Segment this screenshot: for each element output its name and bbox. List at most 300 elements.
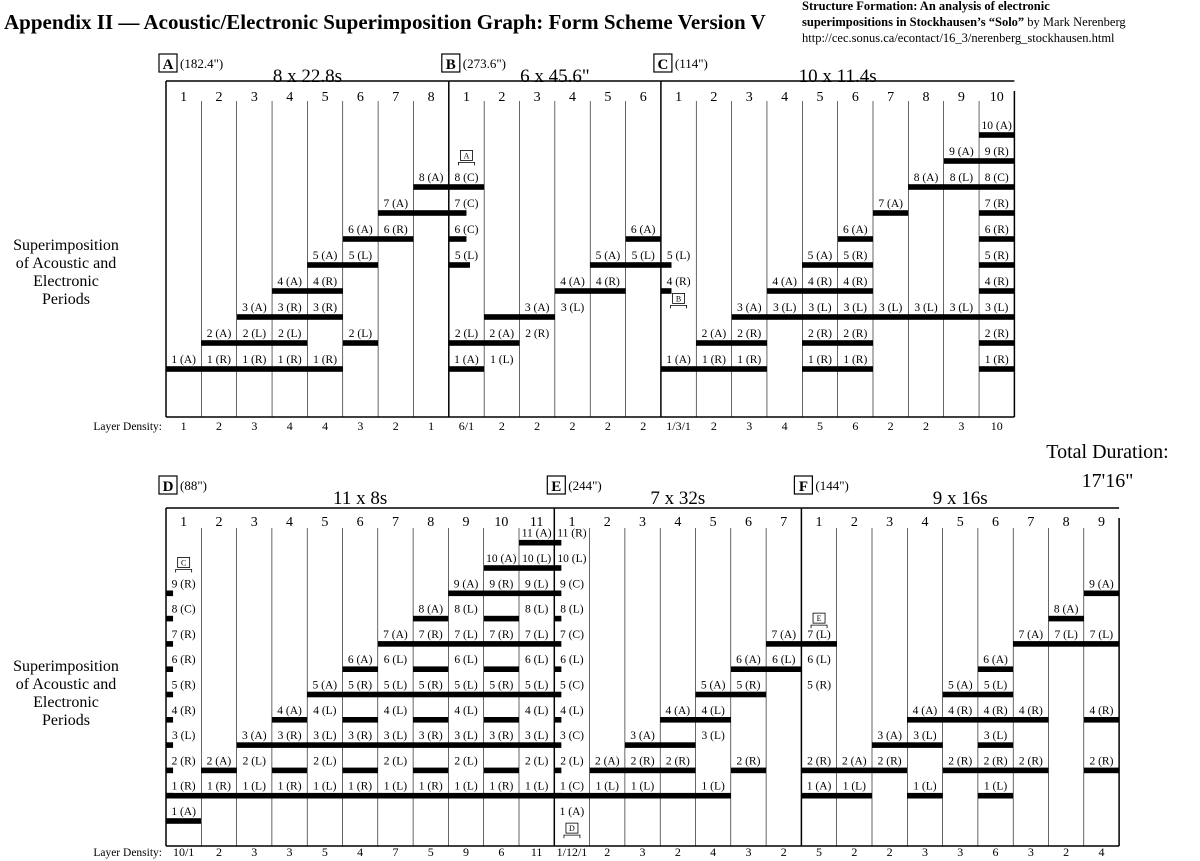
layer-bar (413, 717, 448, 723)
layer-label: 2 (R) (877, 755, 902, 768)
period-number: 1 (180, 90, 188, 105)
period-number: 5 (321, 90, 329, 105)
layer-label: 2 (L) (454, 755, 478, 768)
layer-label: 5 (L) (524, 679, 549, 692)
layer-bar (484, 768, 519, 774)
layer-label: 2 (R) (807, 755, 832, 768)
layer-bar (166, 717, 173, 723)
layer-label: 2 (R) (736, 755, 761, 768)
period-number: 5 (604, 90, 612, 105)
layer-density-value: 1/3/1 (666, 419, 691, 433)
layer-label: 3 (L) (383, 730, 408, 743)
layer-density-value: 5 (816, 419, 823, 433)
layer-label: 2 (A) (701, 328, 727, 340)
total-duration-label: Total Duration: (1046, 441, 1169, 463)
layer-bar (979, 262, 1014, 268)
layer-label: 1 (A) (559, 806, 585, 818)
layer-bar (166, 692, 173, 698)
layer-bar (166, 793, 554, 799)
layer-bar (166, 641, 173, 647)
layer-label: 4 (R) (1018, 704, 1043, 717)
layer-label: 9 (L) (524, 578, 549, 591)
layer-label: 1 (R) (843, 354, 868, 366)
layer-bar (978, 793, 1013, 799)
cycle-scheme: 8 x 22.8s (272, 66, 342, 87)
layer-bar (625, 742, 696, 748)
layer-bar (838, 236, 873, 242)
layer-label: 7 (L) (1089, 628, 1114, 641)
layer-label: 11 (R) (557, 527, 587, 540)
layer-label: 1 (L) (913, 780, 937, 793)
layer-bar (166, 616, 173, 622)
period-number: 2 (850, 515, 858, 530)
layer-label: 10 (A) (486, 553, 517, 565)
layer-bar (554, 768, 561, 774)
layer-label: 3 (L) (808, 302, 832, 314)
layer-label: 2 (L) (560, 755, 584, 768)
layer-density-value: 2 (780, 845, 787, 859)
layer-label: 4 (R) (666, 276, 691, 288)
layer-label: 6 (L) (383, 654, 408, 667)
period-number: 8 (922, 90, 930, 105)
layer-density-value: 3 (286, 845, 293, 859)
layer-bar (484, 616, 519, 622)
layer-label: 7 (L) (524, 628, 549, 641)
layer-label: 6 (A) (983, 654, 1008, 667)
layer-label: 4 (R) (313, 276, 338, 288)
layer-label: 3 (A) (630, 730, 655, 743)
layer-label: 8 (L) (949, 172, 974, 184)
layer-label: 4 (R) (843, 276, 868, 288)
period-number: 4 (921, 515, 929, 530)
layer-label: 7 (C) (559, 628, 584, 641)
layer-bar (766, 641, 837, 647)
layer-density-value: 3 (357, 419, 364, 433)
layer-bar (413, 616, 448, 622)
cycle-scheme: 6 x 45.6" (520, 66, 590, 87)
layer-label: 3 (A) (241, 730, 267, 743)
layer-density-value: 6 (498, 845, 505, 859)
source-author: by Mark Nerenberg (1024, 15, 1126, 29)
layer-label: 2 (A) (206, 328, 232, 340)
layer-label: 4 (L) (313, 704, 337, 717)
layer-label: 2 (R) (807, 328, 832, 340)
layer-bar (166, 742, 173, 748)
layer-label: 6 (A) (347, 654, 373, 667)
layer-bar (484, 314, 555, 320)
preview-box-letter: E (816, 614, 822, 624)
y-axis-label: of Acoustic and (15, 676, 117, 693)
layer-bar (554, 717, 561, 723)
layer-density-value: 2 (216, 419, 223, 433)
layer-label: 2 (L) (524, 755, 549, 768)
layer-bar (554, 666, 561, 672)
period-number: 4 (569, 90, 577, 105)
layer-label: 8 (L) (524, 603, 549, 616)
y-axis-label: of Acoustic and (15, 255, 117, 272)
cycle-scheme: 11 x 8s (333, 488, 388, 509)
layer-bar (978, 666, 1013, 672)
layer-label: 6 (L) (560, 654, 584, 667)
layer-label: 5 (L) (454, 679, 478, 692)
layer-bar (166, 666, 173, 672)
layer-label: 1 (R) (207, 354, 232, 366)
layer-label: 4 (R) (1089, 704, 1114, 717)
layer-label: 4 (R) (595, 276, 620, 288)
layer-bar (166, 768, 173, 774)
layer-bar (413, 184, 448, 190)
period-number: 2 (603, 515, 611, 530)
layer-density-value: 5 (816, 845, 823, 859)
layer-density-value: 7 (392, 845, 399, 859)
layer-label: 6 (L) (524, 654, 549, 667)
layer-label: 1 (R) (277, 780, 302, 793)
layer-label: 5 (R) (171, 679, 196, 692)
layer-bar (837, 768, 908, 774)
layer-label: 5 (L) (454, 250, 479, 262)
period-number: 10 (494, 515, 509, 530)
layer-label: 2 (L) (383, 755, 408, 768)
cycle-letter: E (551, 479, 562, 495)
layer-label: 3 (R) (348, 730, 373, 743)
layer-density-value: 2 (886, 845, 893, 859)
layer-bar (166, 366, 343, 372)
layer-density-value: 1 (180, 419, 187, 433)
layer-label: 3 (L) (454, 730, 478, 743)
layer-bar (166, 818, 201, 824)
period-number: 5 (816, 90, 824, 105)
layer-label: 6 (A) (736, 654, 761, 667)
layer-label: 2 (A) (206, 755, 232, 768)
cycle-duration: (244") (568, 478, 602, 493)
preview-box-letter: C (180, 558, 187, 568)
y-axis-label: Periods (42, 291, 90, 308)
layer-label: 3 (L) (879, 302, 903, 314)
layer-label: 3 (C) (559, 730, 584, 743)
total-duration-value: 17'16" (1081, 470, 1134, 492)
layer-label: 1 (A) (806, 780, 832, 793)
layer-label: 8 (A) (913, 172, 939, 184)
layer-label: 4 (A) (665, 704, 691, 717)
layer-label: 5 (A) (947, 679, 973, 692)
layer-label: 9 (R) (984, 146, 1009, 158)
layer-label: 7 (L) (807, 628, 831, 641)
layer-label: 7 (A) (878, 198, 903, 210)
period-number: 3 (886, 515, 894, 530)
source-title-line-2: superimpositions in Stockhausen’s “Solo” (802, 15, 1025, 29)
layer-label: 5 (A) (312, 250, 338, 262)
layer-label: 7 (R) (418, 628, 443, 641)
layer-label: 5 (R) (807, 679, 832, 692)
layer-bar (554, 565, 561, 571)
layer-label: 2 (L) (278, 328, 302, 340)
layer-bar (979, 210, 1014, 216)
layer-density-value: 2 (923, 419, 930, 433)
layer-label: 6 (L) (454, 654, 478, 667)
layer-bar (873, 210, 908, 216)
layer-bar (307, 262, 378, 268)
layer-label: 1 (L) (490, 354, 514, 366)
period-number: 3 (533, 90, 541, 105)
layer-label: 10 (A) (981, 120, 1012, 132)
period-number: 4 (781, 90, 789, 105)
layer-label: 1 (L) (701, 780, 725, 793)
layer-label: 5 (A) (700, 679, 726, 692)
layer-bar (201, 768, 236, 774)
layer-label: 5 (L) (631, 250, 655, 262)
layer-label: 3 (L) (313, 730, 337, 743)
cycle-duration: (114") (674, 56, 708, 71)
layer-bar (413, 768, 448, 774)
layer-bar (696, 793, 731, 799)
layer-bar (660, 768, 695, 774)
layer-label: 8 (C) (171, 603, 196, 616)
layer-label: 5 (R) (348, 679, 373, 692)
period-number: 2 (710, 90, 718, 105)
layer-label: 6 (R) (984, 224, 1009, 236)
cycle-letter: B (445, 57, 456, 73)
period-number: 5 (709, 515, 717, 530)
period-number: 1 (815, 515, 823, 530)
layer-density-value: 11 (530, 845, 543, 859)
layer-label: 1 (R) (277, 354, 302, 366)
layer-label: 2 (L) (313, 755, 337, 768)
layer-density-value: 3 (746, 419, 753, 433)
layer-bar (237, 742, 555, 748)
layer-bar (449, 184, 484, 190)
layer-label: 6 (A) (630, 224, 656, 236)
layer-density-value: 9 (463, 845, 470, 859)
layer-label: 3 (L) (701, 730, 725, 743)
layer-label: 2 (R) (1089, 755, 1114, 768)
layer-label: 1 (R) (348, 780, 373, 793)
cycle-duration: (144") (815, 478, 849, 493)
layer-bar (1084, 591, 1119, 597)
layer-label: 3 (R) (277, 730, 302, 743)
layer-bar (626, 236, 661, 242)
layer-bar (554, 540, 561, 546)
layer-label: 4 (A) (772, 276, 797, 288)
layer-bar (907, 717, 1048, 723)
layer-label: 9 (R) (171, 578, 196, 591)
layer-label: 1 (A) (454, 354, 479, 366)
layer-bar (661, 366, 767, 372)
preview-bracket (671, 305, 687, 308)
layer-bar (201, 340, 272, 346)
cycle-scheme: 10 x 11.4s (798, 66, 877, 87)
layer-label: 5 (A) (595, 250, 621, 262)
layer-density-value: 2 (498, 419, 505, 433)
layer-density-value: 3 (957, 845, 964, 859)
layer-density-value: 4 (286, 419, 293, 433)
period-number: 8 (1062, 515, 1070, 530)
period-number: 1 (675, 90, 683, 105)
layer-label: 10 (L) (557, 553, 587, 565)
layer-density-value: 3 (745, 845, 752, 859)
layer-label: 4 (L) (701, 704, 725, 717)
layer-bar (908, 184, 1014, 190)
layer-density-value: 10 (990, 419, 1003, 433)
layer-label: 3 (L) (560, 302, 585, 314)
cycle-scheme: 9 x 16s (932, 488, 988, 509)
layer-label: 10 (L) (522, 553, 552, 565)
period-number: 9 (1097, 515, 1105, 530)
layer-label: 4 (R) (171, 704, 196, 717)
layer-label: 7 (L) (1054, 628, 1078, 641)
layer-bar (979, 340, 1014, 346)
period-number: 3 (250, 515, 258, 530)
layer-bar (943, 768, 1049, 774)
layer-label: 2 (R) (843, 328, 868, 340)
layer-bar (484, 340, 519, 346)
layer-density-value: 3 (639, 845, 646, 859)
layer-label: 1 (L) (524, 780, 549, 793)
layer-density-value: 2 (674, 845, 681, 859)
layer-label: 6 (R) (171, 654, 196, 667)
layer-label: 6 (L) (772, 654, 796, 667)
layer-label: 4 (R) (807, 276, 832, 288)
layer-density-value: 2 (569, 419, 576, 433)
layer-density-value: 3 (1027, 845, 1034, 859)
period-number: 7 (391, 515, 399, 530)
layer-label: 3 (L) (914, 302, 938, 314)
source-url[interactable]: http://cec.sonus.ca/econtact/16_3/nerenberg_stockhausen.html (802, 31, 1115, 45)
layer-label: 2 (L) (242, 755, 266, 768)
layer-density-value: 2 (851, 845, 858, 859)
layer-label: 2 (R) (737, 328, 762, 340)
layer-label: 2 (R) (1018, 755, 1043, 768)
layer-label: 5 (A) (807, 250, 833, 262)
preview-box-letter: A (463, 151, 470, 161)
layer-density-value: 2 (604, 845, 611, 859)
layer-bar (554, 742, 561, 748)
layer-label: 1 (R) (489, 780, 514, 793)
layer-label: 4 (L) (383, 704, 408, 717)
layer-label: 4 (A) (277, 276, 303, 288)
layer-bar (449, 366, 484, 372)
period-number: 6 (744, 515, 752, 530)
layer-label: 2 (A) (594, 755, 620, 768)
period-number: 4 (674, 515, 682, 530)
layer-bar (907, 793, 942, 799)
period-number: 5 (956, 515, 964, 530)
layer-label: 8 (C) (454, 172, 479, 184)
layer-bar (166, 591, 173, 597)
period-number: 8 (427, 515, 435, 530)
y-axis-label: Electronic (33, 694, 99, 711)
layer-label: 1 (A) (171, 354, 196, 366)
layer-label: 9 (A) (949, 146, 974, 158)
layer-label: 1 (R) (171, 780, 196, 793)
layer-bar (590, 768, 661, 774)
period-number: 3 (639, 515, 647, 530)
period-number: 7 (887, 90, 895, 105)
layer-density-value: 4 (322, 419, 329, 433)
layer-label: 6 (C) (454, 224, 479, 236)
layer-bar (767, 288, 873, 294)
layer-density-label: Layer Density: (93, 421, 162, 433)
layer-density-value: 3 (958, 419, 965, 433)
preview-bracket (176, 569, 192, 572)
layer-density-value: 3 (921, 845, 928, 859)
layer-density-label: Layer Density: (93, 847, 162, 859)
layer-label: 5 (L) (383, 679, 408, 692)
period-number: 4 (286, 515, 294, 530)
period-number: 1 (462, 90, 470, 105)
period-number: 7 (780, 515, 788, 530)
layer-bar (343, 666, 378, 672)
layer-bar (554, 793, 695, 799)
layer-label: 3 (L) (171, 730, 196, 743)
layer-bar (343, 717, 378, 723)
period-number: 8 (427, 90, 435, 105)
layer-label: 2 (R) (984, 328, 1009, 340)
layer-label: 1 (L) (595, 780, 619, 793)
layer-bar (1084, 768, 1119, 774)
layer-bar (272, 288, 343, 294)
layer-label: 3 (A) (524, 302, 550, 314)
layer-bar (272, 340, 307, 346)
period-number: 6 (356, 515, 364, 530)
layer-label: 1 (A) (666, 354, 691, 366)
layer-density-value: 4 (357, 845, 364, 859)
layer-label: 5 (R) (984, 250, 1009, 262)
layer-label: 5 (A) (312, 679, 338, 692)
cycle-letter: F (798, 479, 808, 495)
period-number: 1 (568, 515, 576, 530)
layer-label: 5 (L) (348, 250, 373, 262)
layer-label: 2 (R) (983, 755, 1008, 768)
layer-bar (802, 366, 873, 372)
layer-bar (979, 236, 1014, 242)
layer-label: 7 (R) (489, 628, 514, 641)
layer-label: 1 (L) (242, 780, 266, 793)
layer-label: 9 (R) (489, 578, 514, 591)
layer-density-value: 2 (392, 419, 399, 433)
layer-density-value: 10/1 (172, 845, 195, 859)
layer-label: 5 (R) (489, 679, 514, 692)
layer-label: 1 (L) (454, 780, 478, 793)
layer-bar (519, 540, 554, 546)
layer-density-value: 1/12/1 (556, 845, 588, 859)
layer-label: 2 (R) (630, 755, 655, 768)
layer-bar (554, 591, 561, 597)
layer-density-value: 4 (710, 845, 717, 859)
cycle-duration: (273.6") (462, 56, 507, 71)
y-axis-label: Periods (42, 712, 90, 729)
layer-label: 9 (A) (453, 578, 479, 591)
layer-label: 3 (L) (524, 730, 549, 743)
layer-bar (1049, 616, 1084, 622)
layer-label: 7 (A) (771, 628, 797, 641)
layer-bar (449, 340, 484, 346)
layer-label: 1 (R) (701, 354, 726, 366)
layer-bar (554, 616, 561, 622)
layer-label: 2 (R) (525, 328, 550, 340)
layer-label: 7 (A) (1018, 628, 1044, 641)
layer-label: 5 (L) (983, 679, 1008, 692)
layer-bar (978, 742, 1013, 748)
layer-label: 4 (R) (984, 276, 1009, 288)
layer-label: 7 (L) (454, 628, 478, 641)
layer-label: 1 (L) (983, 780, 1008, 793)
period-number: 6 (639, 90, 647, 105)
layer-bar (979, 288, 1014, 294)
layer-label: 1 (R) (984, 354, 1009, 366)
layer-label: 3 (L) (913, 730, 937, 743)
layer-density-value: 1 (428, 419, 435, 433)
preview-box-letter: D (569, 824, 575, 834)
